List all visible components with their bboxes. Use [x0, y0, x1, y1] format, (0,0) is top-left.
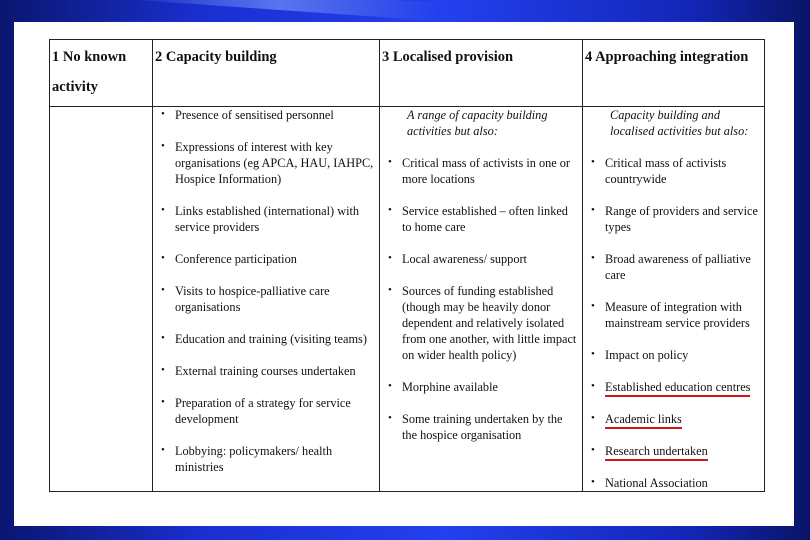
cell-no-known-activity [50, 107, 153, 492]
bullet-icon: • [591, 444, 595, 456]
bullet-icon: • [161, 252, 165, 264]
list-item [383, 251, 579, 267]
item-text: Research undertaken [605, 444, 708, 461]
bullet-icon: • [591, 380, 595, 392]
list-item-underlined [586, 379, 761, 395]
header-approaching-integration: 4 Approaching integration [583, 40, 765, 107]
bullet-icon: • [161, 204, 165, 216]
item-text: Sources of funding established (though may be heavily donor dependent and relatively isolated from one another, with little impact on wider health policy) [402, 284, 577, 362]
list-item [383, 379, 579, 395]
header-capacity-building: 2 Capacity building [153, 40, 380, 107]
list-item [156, 283, 376, 315]
item-text: Some training undertaken by the the hospice organisation [402, 412, 563, 442]
item-text: Links established (international) with service providers [175, 204, 360, 234]
bullet-icon: • [591, 412, 595, 424]
column-intro: Capacity building and localised activities but also: [610, 108, 749, 138]
list-item [586, 475, 761, 491]
bullet-icon: • [591, 476, 595, 488]
header-localised-provision: 3 Localised provision [380, 40, 583, 107]
list-item [586, 251, 761, 283]
column-intro: A range of capacity building activities but also: [407, 108, 548, 138]
item-text: Conference participation [175, 252, 297, 266]
bullet-icon: • [591, 300, 595, 312]
bullet-icon: • [161, 108, 165, 120]
item-text: External training courses undertaken [175, 364, 356, 378]
bullet-icon: • [388, 252, 392, 264]
list-item [156, 443, 376, 475]
list-item [156, 331, 376, 347]
list-item [383, 411, 579, 443]
integration-levels-table [49, 39, 765, 492]
bullet-icon: • [388, 284, 392, 296]
item-text: Critical mass of activists in one or more locations [402, 156, 571, 186]
bullet-icon: • [388, 412, 392, 424]
item-text: Preparation of a strategy for service development [175, 396, 351, 426]
item-text: Academic links [605, 412, 682, 429]
list-item [156, 203, 376, 235]
bullet-icon: • [161, 444, 165, 456]
list-item [156, 363, 376, 379]
bullet-icon: • [161, 396, 165, 408]
bullet-icon: • [591, 204, 595, 216]
list-item [586, 155, 761, 187]
item-text: Established education centres [605, 380, 750, 397]
list-item [156, 395, 376, 427]
item-text: Education and training (visiting teams) [175, 332, 367, 346]
list-item [156, 251, 376, 267]
list-item [156, 139, 376, 187]
bullet-icon: • [161, 364, 165, 376]
bullet-icon: • [161, 332, 165, 344]
item-text: Lobbying: policymakers/ health ministries [175, 444, 333, 474]
list-item-underlined [586, 443, 761, 459]
table-header-row [50, 40, 765, 107]
item-text: National Association [605, 476, 708, 490]
list-item [156, 107, 376, 123]
item-text: Visits to hospice-palliative care organisations [175, 284, 330, 314]
item-text: Range of providers and service types [605, 204, 758, 234]
bullet-icon: • [591, 156, 595, 168]
list-item [586, 299, 761, 331]
list-item-underlined [586, 411, 761, 427]
bullet-icon: • [388, 204, 392, 216]
item-text: Local awareness/ support [402, 252, 527, 266]
bullet-icon: • [161, 284, 165, 296]
bullet-icon: • [591, 348, 595, 360]
list-item [586, 347, 761, 363]
list-item [383, 155, 579, 187]
cell-localised-provision [380, 107, 583, 492]
bullet-icon: • [388, 156, 392, 168]
item-text: Morphine available [402, 380, 498, 394]
bullet-icon: • [591, 252, 595, 264]
bullet-icon: • [161, 140, 165, 152]
cell-approaching-integration [583, 107, 765, 492]
header-no-known-activity: 1 No known activity [50, 40, 153, 107]
background-highlight-streak [120, 0, 440, 21]
list-item [586, 203, 761, 235]
cell-capacity-building [153, 107, 380, 492]
item-text: Critical mass of activists countrywide [605, 156, 727, 186]
item-text: Impact on policy [605, 348, 689, 362]
bullet-icon: • [388, 380, 392, 392]
item-text: Service established – often linked to home care [402, 204, 568, 234]
table-body-row [50, 107, 765, 492]
slide-canvas [14, 22, 794, 526]
list-item [383, 203, 579, 235]
item-text: Measure of integration with mainstream service providers [605, 300, 750, 330]
list-item [383, 283, 579, 363]
item-text: Expressions of interest with key organisations (eg APCA, HAU, IAHPC, Hospice Information) [175, 140, 374, 186]
item-text: Presence of sensitised personnel [175, 108, 334, 122]
item-text: Broad awareness of palliative care [605, 252, 751, 282]
